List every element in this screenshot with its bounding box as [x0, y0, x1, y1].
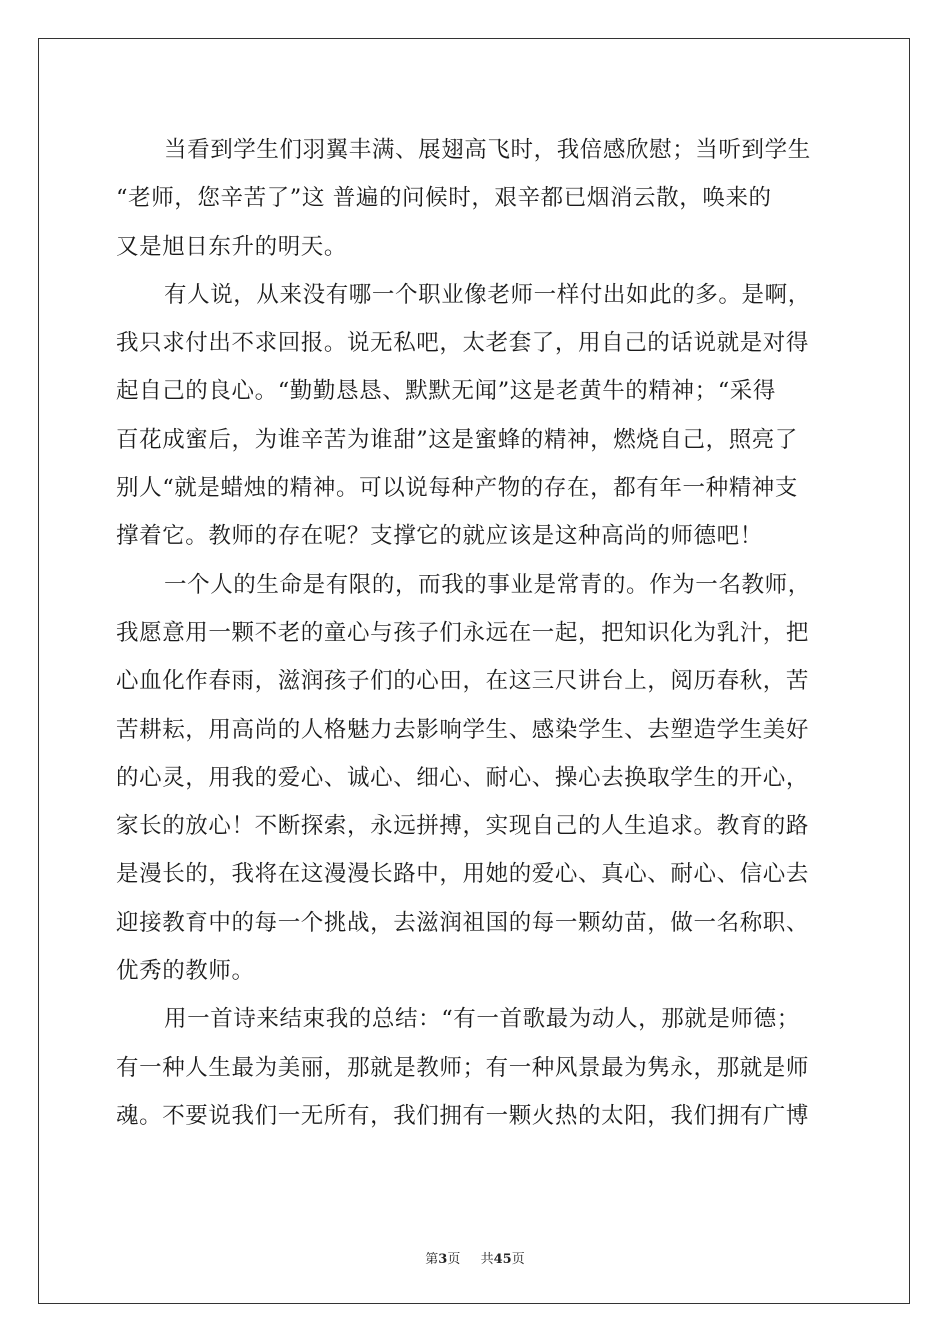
text-line: 是漫长的，我将在这漫漫长路中，用她的爱心、真心、耐心、信心去 [116, 861, 810, 888]
text-line: 有一种人生最为美丽，那就是教师；有一种风景最为隽永，那就是师 [116, 1054, 810, 1081]
text-line: 我愿意用一颗不老的童心与孩子们永远在一起，把知识化为乳汁，把 [116, 619, 810, 646]
text-line: 用一首诗来结束我的总结：“有一首歌最为动人，那就是师德； [164, 1006, 800, 1033]
text-line: 迎接教育中的每一个挑战，去滋润祖国的每一颗幼苗，做一名称职、 [116, 909, 810, 936]
text-line: 当看到学生们羽翼丰满、展翅高飞时，我倍感欣慰；当听到学生 [164, 137, 811, 163]
page-footer [0, 1248, 950, 1267]
text-line: 有人说，从来没有哪一个职业像老师一样付出如此的多。是啊， [164, 281, 811, 308]
text-line: 百花成蜜后，为谁辛苦为谁甜”这是蜜蜂的精神，燃烧自己，照亮了 [116, 426, 799, 453]
total-label-prefix: 共 [480, 1252, 494, 1267]
text-line: 心血化作春雨，滋润孩子们的心田，在这三尺讲台上，阅历春秋，苦 [116, 668, 810, 695]
text-line: “老师，您辛苦了”这 普遍的问候时，艰辛都已烟消云散，唤来的 [116, 185, 772, 212]
text-line: 别人“就是蜡烛的精神。可以说每种产物的存在，都有年一种精神支 [116, 475, 799, 502]
total-page-count: 45 [493, 1252, 512, 1267]
text-line: 起自己的良心。“勤勤恳恳、默默无闻”这是老黄牛的精神；“采得 [116, 378, 777, 405]
total-label-suffix: 页 [511, 1252, 525, 1267]
text-line: 魂。不要说我们一无所有，我们拥有一颗火热的太阳，我们拥有广博 [116, 1102, 810, 1129]
text-line: 我只求付出不求回报。说无私吧，太老套了，用自己的话说就是对得 [116, 330, 810, 357]
page-label-suffix: 页 [447, 1252, 461, 1267]
text-line: 又是旭日东升的明天。 [116, 233, 348, 260]
page-label-prefix: 第 [425, 1252, 439, 1267]
text-line: 家长的放心！不断探索，永远拼搏，实现自己的人生追求。教育的路 [116, 813, 810, 840]
text-line: 的心灵，用我的爱心、诚心、细心、耐心、操心去换取学生的开心， [116, 764, 810, 791]
text-line: 苦耕耘，用高尚的人格魅力去影响学生、感染学生、去塑造学生美好 [116, 716, 810, 743]
current-page-number: 3 [438, 1252, 448, 1267]
text-line: 一个人的生命是有限的，而我的事业是常青的。作为一名教师， [164, 571, 811, 598]
document-body [116, 126, 834, 1140]
text-line: 撑着它。教师的存在呢？支撑它的就应该是这种高尚的师德吧！ [116, 523, 763, 550]
text-line: 优秀的教师。 [116, 958, 255, 985]
